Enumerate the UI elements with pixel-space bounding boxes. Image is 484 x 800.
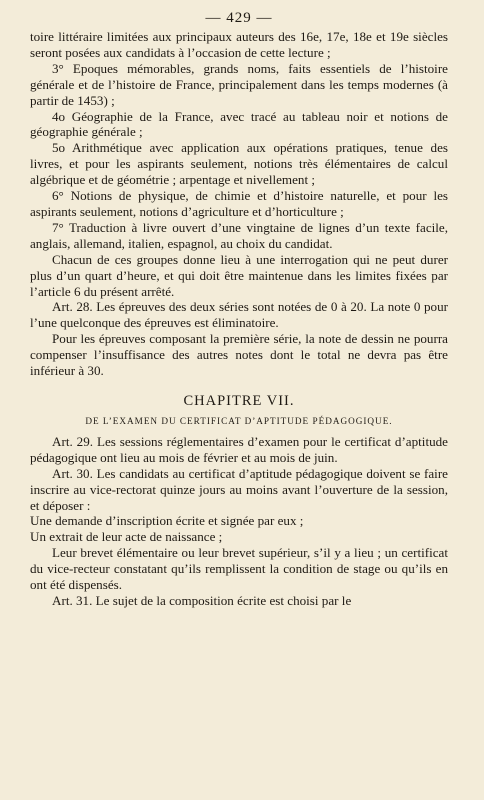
paragraph-item-7-translation: 7° Traduction à livre ouvert d’une vingtaine de lignes d’un texte facile, anglais, allemand, italien, espagnol, au choix du candidat. [30, 219, 448, 251]
paragraph-article-30: Art. 30. Les candidats au certificat d’aptitude pédagogique doivent se faire inscrire au vice-rectorat quinze jours au moins avant l’ouverture de la session, et déposer : [30, 465, 448, 513]
paragraph-continuation-literature: toire littéraire limitées aux principaux auteurs des 16e, 17e, 18e et 19e siècles seront posées aux candidats à l’occasion de cette lecture ; [30, 29, 448, 60]
paragraph-article-31: Art. 31. Le sujet de la composition écrite est choisi par le [52, 593, 352, 608]
paragraph-item-5-arithmetic: 5o Arithmétique avec application aux opérations pratiques, tenue des livres, et pour les aspirants seulement, notions très élémentaires de calcul algébrique et de géométrie ; arpentage et nivellement ; [30, 140, 448, 188]
chapter-title: CHAPITRE VII. [183, 392, 295, 409]
paragraph-interrogation-rules: Chacun de ces groupes donne lieu à une interrogation qui ne peut durer plus d’un quart d’heure, et qui doit être maintenue dans les limites fixées par l’article 6 du présent arrêté. [30, 251, 448, 299]
paragraph-birth-certificate: Un extrait de leur acte de naissance ; [30, 529, 223, 545]
page-number: — 429 — [205, 10, 273, 26]
paragraph-item-3-history: 3° Epoques mémorables, grands noms, faits essentiels de l’histoire générale et de l’histoire de France, principalement dans les temps modernes (à partir de 1453) ; [30, 60, 448, 108]
document-page [30, 10, 448, 790]
paragraph-article-29: Art. 29. Les sessions réglementaires d’examen pour le certificat d’aptitude pédagogique ont lieu au mois de février et au mois de juin. [30, 433, 448, 465]
chapter-subtitle: DE L’EXAMEN DU CERTIFICAT D’APTITUDE PÉDAGOGIQUE. [85, 415, 393, 426]
paragraph-item-4-geography: 4o Géographie de la France, avec tracé au tableau noir et notions de géographie générale ; [30, 108, 448, 140]
paragraph-drawing-note: Pour les épreuves composant la première série, la note de dessin ne pourra compenser l’insuffisance des autres notes dont le total ne devra pas être inférieur à 30. [30, 331, 448, 379]
paragraph-item-6-sciences: 6° Notions de physique, de chimie et d’histoire naturelle, et pour les aspirants seulement, notions d’agriculture et d’horticulture ; [30, 188, 448, 219]
paragraph-brevet: Leur brevet élémentaire ou leur brevet supérieur, s’il y a lieu ; un certificat du vice-recteur constatant qu’ils remplissent la condition de stage ou qu’ils en ont été dispensés. [30, 545, 448, 593]
paragraph-article-28: Art. 28. Les épreuves des deux séries sont notées de 0 à 20. La note 0 pour l’une quelconque des épreuves est éliminatoire. [30, 299, 448, 331]
paragraph-inscription-request: Une demande d’inscription écrite et signée par eux ; [30, 513, 304, 529]
